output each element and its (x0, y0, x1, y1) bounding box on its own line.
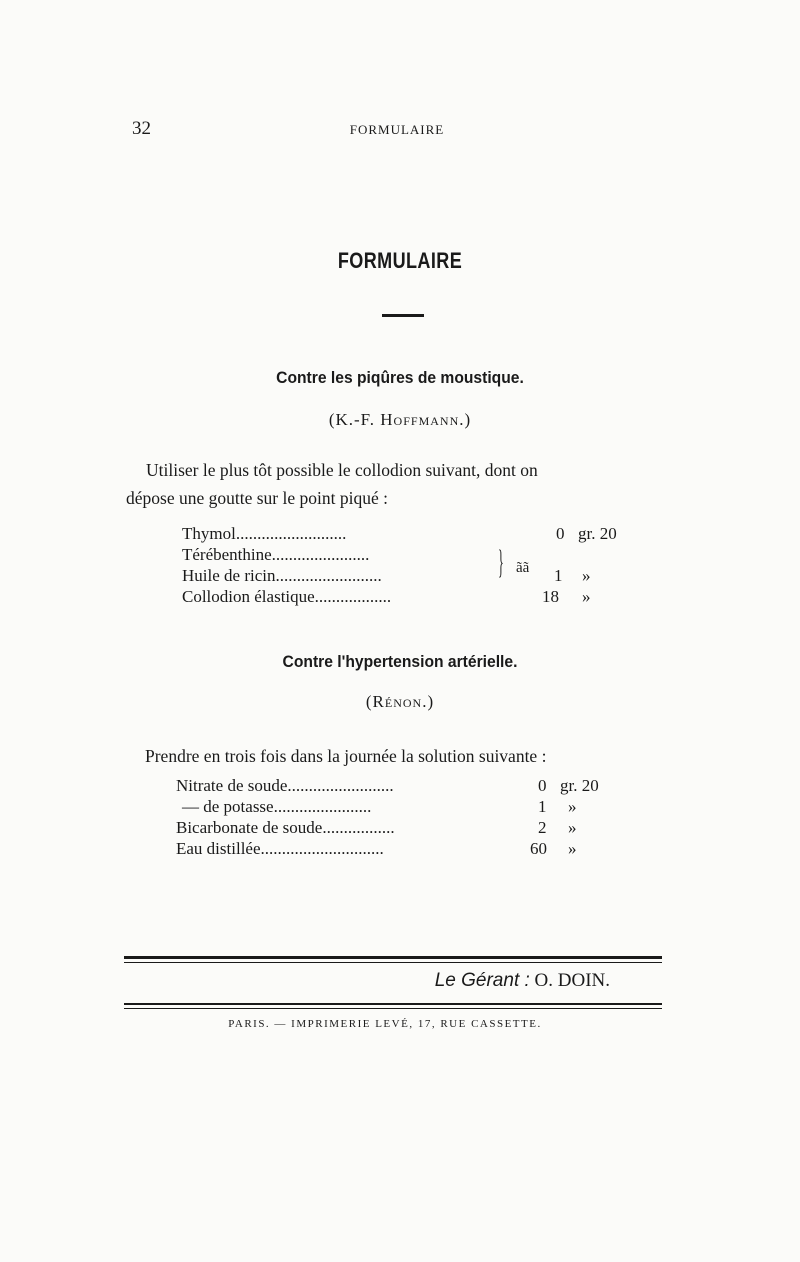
ingredient-unit: » (582, 587, 591, 606)
author-open: ( (365, 692, 373, 711)
paragraph-hypertension (145, 742, 665, 770)
signature-line (0, 970, 610, 992)
ingredient-name: Thymol.......................... (182, 524, 347, 543)
ingredient-name: Huile de ricin......................... (182, 566, 382, 585)
author-name: Rénon. (372, 692, 428, 711)
ingredient-unit: » (568, 839, 577, 858)
page-number: 32 (132, 118, 151, 139)
ingredient-name: Collodion élastique.................. (182, 587, 392, 606)
ingredient-name: Eau distillée............................. (176, 839, 384, 858)
running-title: FORMULAIRE (349, 122, 445, 137)
ingredient-name: Bicarbonate de soude................. (176, 818, 395, 837)
imprint-line: PARIS. — IMPRIMERIE LEVÉ, 17, RUE CASSETTE. (228, 1018, 542, 1030)
ingredient-unit: gr. 20 (560, 776, 599, 795)
ingredient-qty: 0 (556, 524, 565, 543)
paragraph-line: dépose une goutte sur le point piqué : (126, 488, 388, 508)
paragraph-line: Utiliser le plus tôt possible le collodion suivant, dont on (146, 460, 538, 480)
footer-rule-top (124, 956, 662, 959)
paragraph-moustique (126, 456, 686, 512)
ingredient-qty: 1 (538, 797, 547, 816)
signature-name: O. DOIN. (534, 970, 610, 991)
ingredient-qty: 60 (530, 839, 547, 858)
formula-hypertension (176, 776, 626, 868)
ingredient-unit: » (568, 818, 577, 837)
aa-label: ãã (516, 560, 530, 576)
author-open: (K.-F. (328, 410, 381, 429)
main-title: FORMULAIRE (337, 248, 463, 273)
formula-moustique (182, 524, 642, 616)
ingredient-name: Nitrate de soude......................... (176, 776, 394, 795)
author-close: ) (464, 410, 472, 429)
author-renon (0, 692, 800, 712)
ingredient-qty: 2 (538, 818, 547, 837)
footer-rule-bottom-thin (124, 1008, 662, 1009)
title-rule (382, 314, 424, 317)
ingredient-name: — de potasse....................... (182, 797, 372, 816)
ingredient-qty: 18 (542, 587, 559, 606)
running-head (132, 118, 662, 142)
footer-rule-top-thin (124, 962, 662, 963)
section-title-hypertension: Contre l'hypertension artérielle. (282, 652, 518, 671)
ingredient-qty: 0 (538, 776, 547, 795)
section-title-moustique: Contre les piqûres de moustique. (276, 368, 524, 387)
ingredient-qty: 1 (554, 566, 563, 585)
ingredient-name: Térébenthine....................... (182, 545, 370, 564)
paragraph-line: Prendre en trois fois dans la journée la solution suivante : (145, 746, 547, 766)
author-name: Hoffmann. (380, 410, 465, 429)
signature-label: Le Gérant : (434, 970, 530, 991)
ingredient-unit: » (582, 566, 591, 585)
ingredient-unit: gr. 20 (578, 524, 617, 543)
ingredient-unit: » (568, 797, 577, 816)
author-close: ) (427, 692, 435, 711)
author-hoffmann (0, 410, 800, 430)
brace-glyph: } (498, 544, 504, 581)
footer-rule-bottom (124, 1003, 662, 1005)
